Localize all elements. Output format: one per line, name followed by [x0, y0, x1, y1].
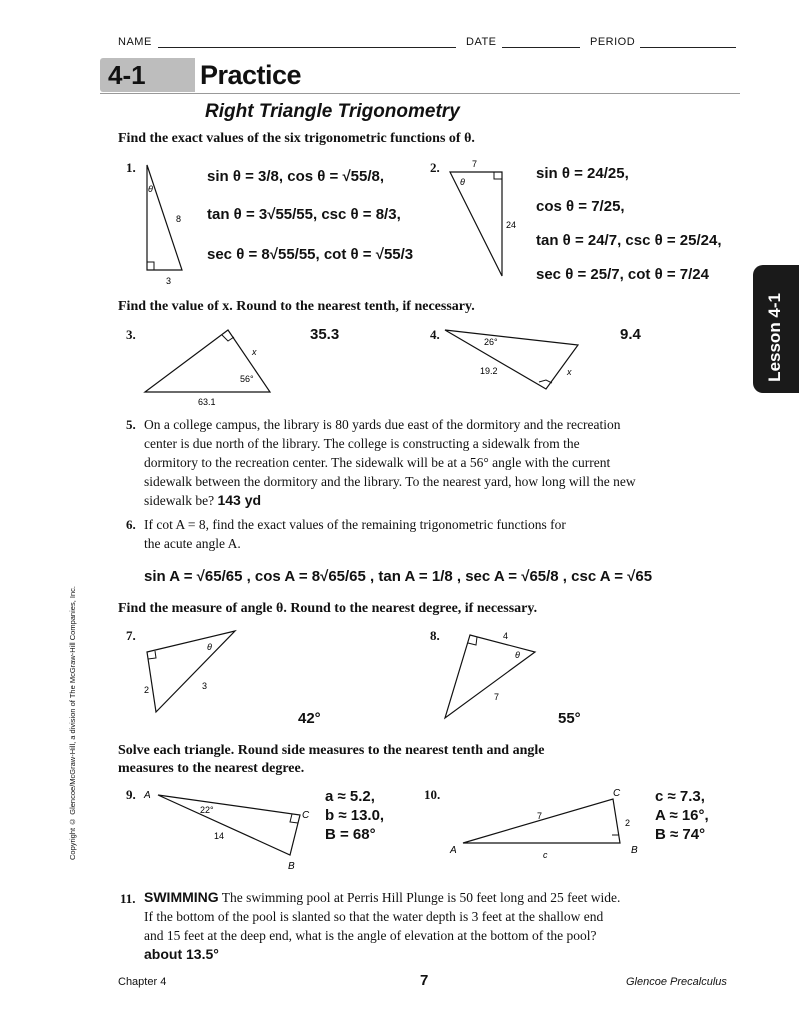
p1-base: 3: [166, 276, 172, 286]
p8-theta: θ: [515, 650, 520, 660]
p7-a: 2: [144, 685, 150, 695]
p6-answer: sin A = √65/65 , cos A = 8√65/65 , tan A = 1/8 , sec A = √65/8 , csc A = √65: [144, 568, 653, 585]
lesson-side-tab: [753, 265, 799, 393]
period-label: PERIOD: [590, 36, 636, 48]
problem-1-number: 1.: [126, 160, 136, 175]
p9-answers: [325, 787, 384, 844]
p10-answer-A: A ≈ 16°,: [655, 807, 709, 824]
copyright-notice: Copyright © Glencoe/McGraw-Hill, a division of The McGraw-Hill Companies, Inc.: [68, 586, 77, 860]
p9-B: B: [288, 861, 295, 872]
p1-theta: θ: [148, 184, 153, 194]
title-rule: [100, 93, 740, 94]
p10-answer-c: c ≈ 7.3,: [655, 788, 705, 805]
p3-answer: 35.3: [310, 326, 340, 343]
p9-answer-a: a ≈ 5.2,: [325, 788, 375, 805]
p5-line: dormitory to the recreation center. The sidewalk will be at a 56° angle with the current: [144, 455, 611, 470]
problem-9-triangle: [140, 785, 320, 875]
problem-2-number: 2.: [430, 160, 440, 175]
page-title: Practice: [200, 60, 302, 90]
problem-5-text: [144, 415, 744, 510]
p2-answer-cos: cos θ = 7/25,: [536, 198, 625, 215]
p1-answer-tan: tan θ = 3√55/55, csc θ = 8/3,: [207, 206, 401, 223]
date-label: DATE: [466, 36, 497, 48]
p8-side: 7: [494, 692, 500, 702]
p10-answers: [655, 787, 709, 844]
instruction-find-x: Find the value of x. Round to the nearest tenth, if necessary.: [118, 299, 475, 314]
p7-b: 3: [202, 681, 208, 691]
p10-B: B: [631, 845, 638, 856]
footer-page-number: 7: [420, 972, 429, 989]
problem-10-number: 10.: [424, 787, 441, 802]
p7-answer: 42°: [298, 710, 321, 727]
p11-line: If the bottom of the pool is slanted so that the water depth is 3 feet at the shallow end: [144, 909, 604, 924]
p8-top: 4: [503, 631, 509, 641]
p11-line: The swimming pool at Perris Hill Plunge is 50 feet long and 25 feet wide.: [221, 890, 621, 905]
p1-hyp: 8: [176, 214, 182, 224]
problem-9-number: 9.: [126, 787, 136, 802]
page-subtitle: Right Triangle Trigonometry: [205, 101, 460, 122]
p11-line: and 15 feet at the deep end, what is the angle of elevation at the bottom of the pool?: [144, 928, 597, 943]
p9-side: 14: [214, 831, 225, 841]
p6-line: the acute angle A.: [144, 536, 241, 551]
problem-7-triangle: [140, 625, 245, 715]
instruction-find-angle: Find the measure of angle θ. Round to the nearest degree, if necessary.: [118, 601, 538, 616]
p9-C: C: [302, 810, 310, 821]
problem-11-number: 11.: [120, 891, 136, 906]
p10-answer-B: B ≈ 74°: [655, 826, 706, 843]
date-field-line: [502, 47, 580, 48]
p8-answer: 55°: [558, 710, 581, 727]
problem-3-number: 3.: [126, 327, 136, 342]
p1-answer-sec: sec θ = 8√55/55, cot θ = √55/3: [207, 246, 414, 263]
p2-theta: θ: [460, 177, 465, 187]
p9-answer-B: B = 68°: [325, 826, 376, 843]
p2-answer-sec: sec θ = 25/7, cot θ = 7/24: [536, 266, 709, 283]
problem-6-number: 6.: [126, 517, 136, 532]
p10-hyp: 7: [537, 811, 543, 821]
p10-C: C: [613, 788, 621, 799]
p11-answer: about 13.5°: [144, 946, 219, 962]
p2-answer-tan: tan θ = 24/7, csc θ = 25/24,: [536, 232, 722, 249]
p9-angle: 22°: [200, 805, 214, 815]
p4-x: x: [567, 367, 572, 377]
problem-4-triangle: [440, 325, 590, 395]
p2-side: 24: [506, 220, 517, 230]
p10-side: 2: [625, 818, 631, 828]
problem-10-triangle: [445, 785, 645, 865]
p2-top: 7: [472, 159, 478, 169]
p3-angle: 56°: [240, 374, 254, 384]
p1-answer-sin: sin θ = 3/8, cos θ = √55/8,: [207, 168, 385, 185]
problem-3-triangle: [140, 325, 280, 410]
p10-c: c: [543, 850, 548, 860]
name-label: NAME: [118, 36, 152, 48]
problem-8-triangle: [440, 625, 545, 725]
problem-11-text: [144, 888, 744, 964]
p2-answer-sin: sin θ = 24/25,: [536, 165, 629, 182]
p10-A: A: [450, 845, 457, 856]
footer-book: Glencoe Precalculus: [626, 976, 727, 988]
p11-keyword: SWIMMING: [144, 889, 219, 905]
period-field-line: [640, 47, 736, 48]
lesson-tab-label: Lesson 4-1: [765, 293, 784, 382]
lesson-number: 4-1: [108, 60, 146, 90]
problem-2-triangle: [440, 158, 530, 283]
problem-8-number: 8.: [430, 628, 440, 643]
p3-base: 63.1: [198, 397, 216, 407]
name-field-line: [158, 47, 456, 48]
p7-theta: θ: [207, 642, 212, 652]
p9-A: A: [144, 790, 151, 801]
instruction-solve-2: measures to the nearest degree.: [118, 761, 305, 776]
footer-chapter: Chapter 4: [118, 976, 167, 988]
p4-side: 19.2: [480, 366, 498, 376]
problem-1-triangle: [140, 160, 190, 290]
problem-5-number: 5.: [126, 417, 136, 432]
p5-line: On a college campus, the library is 80 yards due east of the dormitory and the recreation: [144, 417, 621, 432]
instruction-solve-1: Solve each triangle. Round side measures to the nearest tenth and angle: [118, 743, 545, 758]
p9-answer-b: b ≈ 13.0,: [325, 807, 385, 824]
p5-line: center is due north of the library. The college is constructing a sidewalk from the: [144, 436, 580, 451]
problem-7-number: 7.: [126, 628, 136, 643]
instruction-six-functions: Find the exact values of the six trigonometric functions of θ.: [118, 131, 475, 146]
p5-line: sidewalk between the dormitory and the library. To the nearest yard, how long will the new: [144, 474, 636, 489]
p6-line: If cot A = 8, find the exact values of the remaining trigonometric functions for: [144, 517, 566, 532]
p4-answer: 9.4: [620, 326, 641, 343]
problem-6-text: [144, 515, 744, 553]
p5-line: sidewalk be?: [144, 493, 215, 508]
p4-angle: 26°: [484, 337, 498, 347]
problem-4-number: 4.: [430, 327, 440, 342]
p3-x: x: [252, 347, 257, 357]
p5-answer: 143 yd: [217, 492, 262, 508]
